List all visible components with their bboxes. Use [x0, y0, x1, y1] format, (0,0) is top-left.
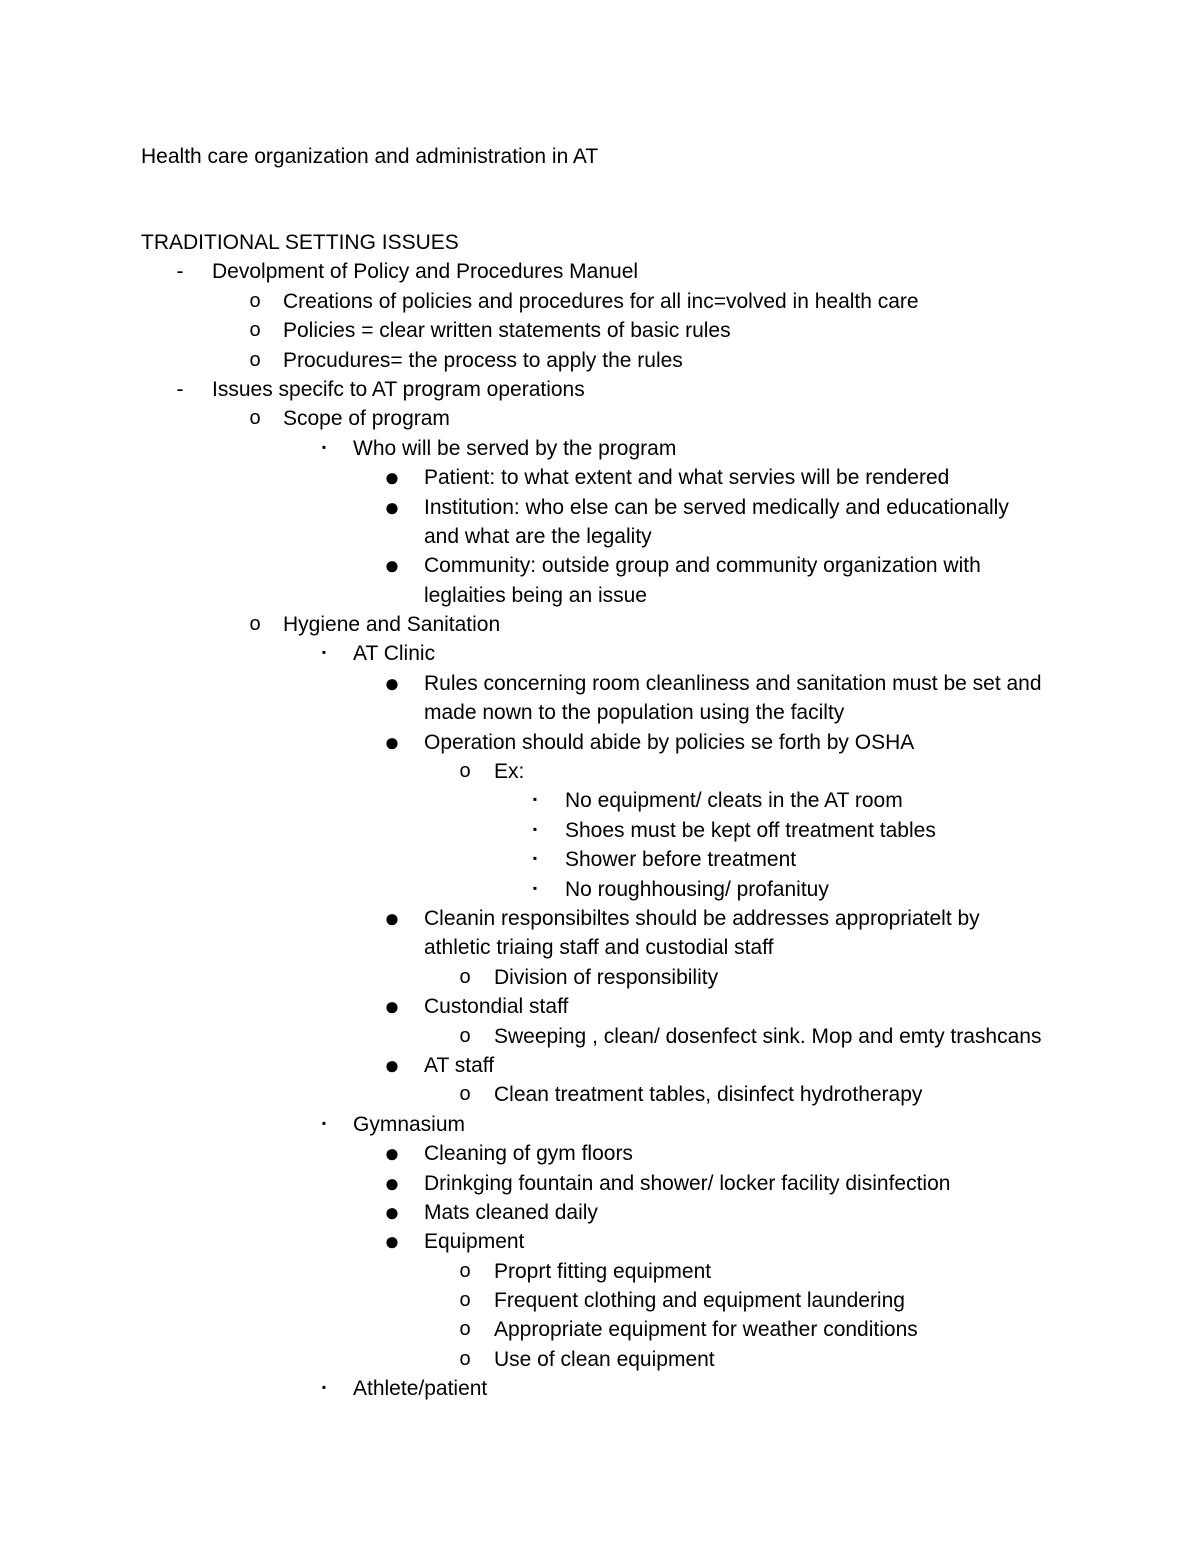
list-marker: ●: [384, 1226, 400, 1257]
list-item: [0, 728, 1200, 757]
list-item-text: Shower before treatment: [565, 848, 797, 872]
list-marker: ●: [384, 1049, 400, 1080]
list-marker: ●: [384, 550, 400, 581]
list-item-text: Sweeping , clean/ dosenfect sink. Mop and emty trashcans: [494, 1024, 1042, 1048]
list-marker: ▪: [321, 439, 327, 454]
list-item: [0, 434, 1200, 463]
list-item: [0, 1345, 1200, 1374]
list-item: [0, 610, 1200, 639]
list-item: [0, 1227, 1200, 1256]
list-item: [0, 1080, 1200, 1109]
list-marker: o: [249, 319, 261, 342]
list-item-text: Creations of policies and procedures for all inc=volved in health care: [283, 289, 919, 313]
list-item-text: Appropriate equipment for weather conditions: [494, 1318, 918, 1342]
list-item: [0, 963, 1200, 992]
list-marker: ▪: [321, 1115, 327, 1130]
list-item-text: Equipment: [424, 1230, 525, 1254]
list-item: [0, 816, 1200, 845]
list-item-text: Gymnasium: [353, 1112, 466, 1136]
list-item-text: made nown to the population using the facilty: [424, 701, 845, 725]
list-item-text: Ex:: [494, 760, 525, 784]
list-item-text: Who will be served by the program: [353, 436, 677, 460]
list-marker: ▪: [532, 821, 538, 836]
list-marker: ●: [384, 902, 400, 933]
list-item-text: Hygiene and Sanitation: [283, 613, 501, 637]
list-item-text: Mats cleaned daily: [424, 1200, 598, 1224]
list-item: [0, 1051, 1200, 1080]
list-item-text: Shoes must be kept off treatment tables: [565, 818, 936, 842]
list-marker: ●: [384, 462, 400, 493]
list-marker: o: [459, 1318, 471, 1341]
list-item-continuation: [0, 933, 1200, 962]
list-marker: -: [176, 260, 184, 284]
list-item: [0, 551, 1200, 580]
list-marker: ●: [384, 1167, 400, 1198]
list-item: [0, 1257, 1200, 1286]
list-marker: o: [249, 348, 261, 371]
list-item-text: No equipment/ cleats in the AT room: [565, 789, 903, 813]
list-marker: ▪: [532, 792, 538, 807]
list-item-text: Community: outside group and community organization with: [424, 554, 981, 578]
list-marker: o: [459, 1024, 471, 1047]
list-item-text: Frequent clothing and equipment laundering: [494, 1289, 905, 1313]
list-item: [0, 287, 1200, 316]
list-marker: ●: [384, 1196, 400, 1227]
list-item: [0, 669, 1200, 698]
list-item: [0, 346, 1200, 375]
list-item: [0, 375, 1200, 404]
list-item-text: Operation should abide by policies se forth by OSHA: [424, 730, 915, 754]
list-marker: o: [459, 1083, 471, 1106]
list-item: [0, 493, 1200, 522]
list-item: [0, 757, 1200, 786]
list-item: [0, 904, 1200, 933]
list-item-text: Institution: who else can be served medically and educationally: [424, 495, 1009, 519]
list-marker: o: [249, 407, 261, 430]
list-marker: -: [176, 377, 184, 401]
list-marker: ●: [384, 991, 400, 1022]
list-item-text: AT staff: [424, 1053, 495, 1077]
list-item: [0, 1169, 1200, 1198]
list-item-text: Rules concerning room cleanliness and sanitation must be set and: [424, 671, 1042, 695]
list-marker: ▪: [321, 645, 327, 660]
list-item-text: Cleanin responsibiltes should be addresses appropriatelt by: [424, 906, 980, 930]
list-marker: ▪: [532, 880, 538, 895]
outline-list: [0, 228, 1200, 1404]
list-marker: ●: [384, 491, 400, 522]
list-item: [0, 1286, 1200, 1315]
list-marker: o: [249, 613, 261, 636]
section-heading: [0, 228, 1200, 257]
list-marker: ●: [384, 667, 400, 698]
list-item: [0, 639, 1200, 668]
list-item-text: athletic triaing staff and custodial staff: [424, 936, 774, 960]
document-title: Health care organization and administration in AT: [141, 145, 599, 168]
list-marker: o: [459, 965, 471, 988]
list-item-text: Proprt fitting equipment: [494, 1259, 712, 1283]
list-item: [0, 992, 1200, 1021]
list-marker: ●: [384, 726, 400, 757]
list-item-text: Custondial staff: [424, 995, 569, 1019]
list-item-text: Policies = clear written statements of basic rules: [283, 319, 731, 343]
list-item: [0, 1139, 1200, 1168]
list-item: [0, 316, 1200, 345]
list-item-text: Cleaning of gym floors: [424, 1142, 633, 1166]
list-item-text: Clean treatment tables, disinfect hydrotherapy: [494, 1083, 923, 1107]
list-item: [0, 1022, 1200, 1051]
list-item-continuation: [0, 581, 1200, 610]
list-item: [0, 875, 1200, 904]
list-marker: o: [249, 289, 261, 312]
list-item: [0, 1110, 1200, 1139]
list-item: [0, 1198, 1200, 1227]
list-item-text: Athlete/patient: [353, 1377, 488, 1401]
list-item: [0, 786, 1200, 815]
list-item: [0, 257, 1200, 286]
list-item-text: Scope of program: [283, 407, 450, 431]
list-marker: ●: [384, 1138, 400, 1169]
list-item-text: Drinkging fountain and shower/ locker facility disinfection: [424, 1171, 951, 1195]
list-item-text: Issues specifc to AT program operations: [212, 377, 585, 401]
list-item-text: Devolpment of Policy and Procedures Manuel: [212, 260, 639, 284]
list-marker: ▪: [321, 1380, 327, 1395]
list-marker: ▪: [532, 851, 538, 866]
list-item: [0, 404, 1200, 433]
section-heading-text: TRADITIONAL SETTING ISSUES: [141, 231, 459, 254]
list-item-text: Patient: to what extent and what servies will be rendered: [424, 466, 950, 490]
list-item-text: Division of responsibility: [494, 965, 719, 989]
list-marker: o: [459, 1259, 471, 1282]
list-item-text: Use of clean equipment: [494, 1347, 715, 1371]
list-marker: o: [459, 1347, 471, 1370]
list-item-text: leglaities being an issue: [424, 583, 647, 607]
list-marker: o: [459, 1289, 471, 1312]
list-item-continuation: [0, 522, 1200, 551]
list-item-text: AT Clinic: [353, 642, 436, 666]
list-item-text: and what are the legality: [424, 524, 652, 548]
list-item: [0, 1374, 1200, 1403]
list-item: [0, 845, 1200, 874]
list-item-text: Procudures= the process to apply the rules: [283, 348, 683, 372]
list-item-text: No roughhousing/ profanituy: [565, 877, 829, 901]
list-item: [0, 1315, 1200, 1344]
list-item: [0, 463, 1200, 492]
list-marker: o: [459, 760, 471, 783]
list-item-continuation: [0, 698, 1200, 727]
